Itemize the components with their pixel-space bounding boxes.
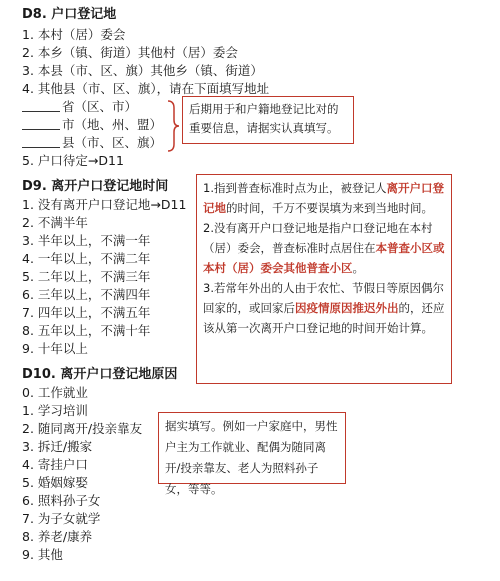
d10-note: 据实填写。例如一户家庭中，男性户主为工作就业、配偶为随同离开/投亲靠友、老人为照料孙子女，等等。 — [158, 412, 346, 484]
d10-option: 4. 寄挂户口 — [22, 457, 88, 472]
fill-blank[interactable] — [22, 117, 60, 130]
d8-fill-county — [22, 134, 162, 152]
d8-option-4: 4. 其他县（市、区、旗），请在下面填写地址 — [22, 81, 270, 96]
d8-fill-city — [22, 116, 162, 134]
brace-icon — [166, 100, 180, 152]
d9-option: 3. 半年以上，不满一年 — [22, 233, 151, 248]
d10-option: 6. 照料孙子女 — [22, 493, 101, 508]
d8-note: 后期用于和户籍地登记比对的重要信息，请据实认真填写。 — [182, 96, 354, 144]
d8-option-5: 5. 户口待定→D11 — [22, 153, 124, 168]
d9-option: 9. 十年以上 — [22, 341, 88, 356]
d10-option: 2. 随同离开/投亲靠友 — [22, 421, 143, 436]
d10-option: 5. 婚姻嫁娶 — [22, 475, 88, 490]
d8-title: D8. 户口登记地 — [22, 7, 117, 22]
d8-option-3: 3. 本县（市、区、旗）其他乡（镇、街道） — [22, 63, 263, 78]
d9-option: 4. 一年以上，不满二年 — [22, 251, 151, 266]
d10-option: 8. 养老/康养 — [22, 529, 93, 544]
d8-option-2: 2. 本乡（镇、街道）其他村（居）委会 — [22, 45, 238, 60]
d9-note-point-2: 2.没有离开户口登记地是指户口登记地在本村（居）委会，普查标准时点居住在本普查小区或本村（居）委会其他普查小区。 — [203, 221, 445, 275]
d9-note-point-3: 3.若常年外出的人由于农忙、节假日等原因偶尔回家的，或回家后因疫情原因推迟外出的，还应该从第一次离开户口登记地的时间开始计算。 — [203, 281, 445, 335]
fill-label: 市（地、州、盟） — [62, 117, 163, 132]
fill-blank[interactable] — [22, 135, 60, 148]
d10-option: 7. 为子女就学 — [22, 511, 101, 526]
d10-option: 3. 拆迁/搬家 — [22, 439, 93, 454]
d10-option: 0. 工作就业 — [22, 385, 88, 400]
d10-title: D10. 离开户口登记地原因 — [22, 367, 178, 382]
d9-option: 5. 二年以上，不满三年 — [22, 269, 151, 284]
d8-fill-province — [22, 98, 137, 116]
fill-blank[interactable] — [22, 99, 60, 112]
d9-option: 6. 三年以上，不满四年 — [22, 287, 151, 302]
d9-option: 7. 四年以上，不满五年 — [22, 305, 151, 320]
d9-note-point-1: 1.指到普查标准时点为止，被登记人离开户口登记地的时间，千万不要误填为来到当地时间。 — [203, 181, 444, 215]
fill-label: 县（市、区、旗） — [62, 135, 163, 150]
d9-title: D9. 离开户口登记地时间 — [22, 179, 169, 194]
d10-option: 1. 学习培训 — [22, 403, 88, 418]
d9-option: 8. 五年以上，不满十年 — [22, 323, 151, 338]
d8-option-1: 1. 本村（居）委会 — [22, 27, 126, 42]
d9-option: 1. 没有离开户口登记地→D11 — [22, 197, 187, 212]
fill-label: 省（区、市） — [62, 99, 138, 114]
d10-option: 9. 其他 — [22, 547, 63, 562]
d9-option: 2. 不满半年 — [22, 215, 88, 230]
d9-note — [196, 174, 452, 384]
